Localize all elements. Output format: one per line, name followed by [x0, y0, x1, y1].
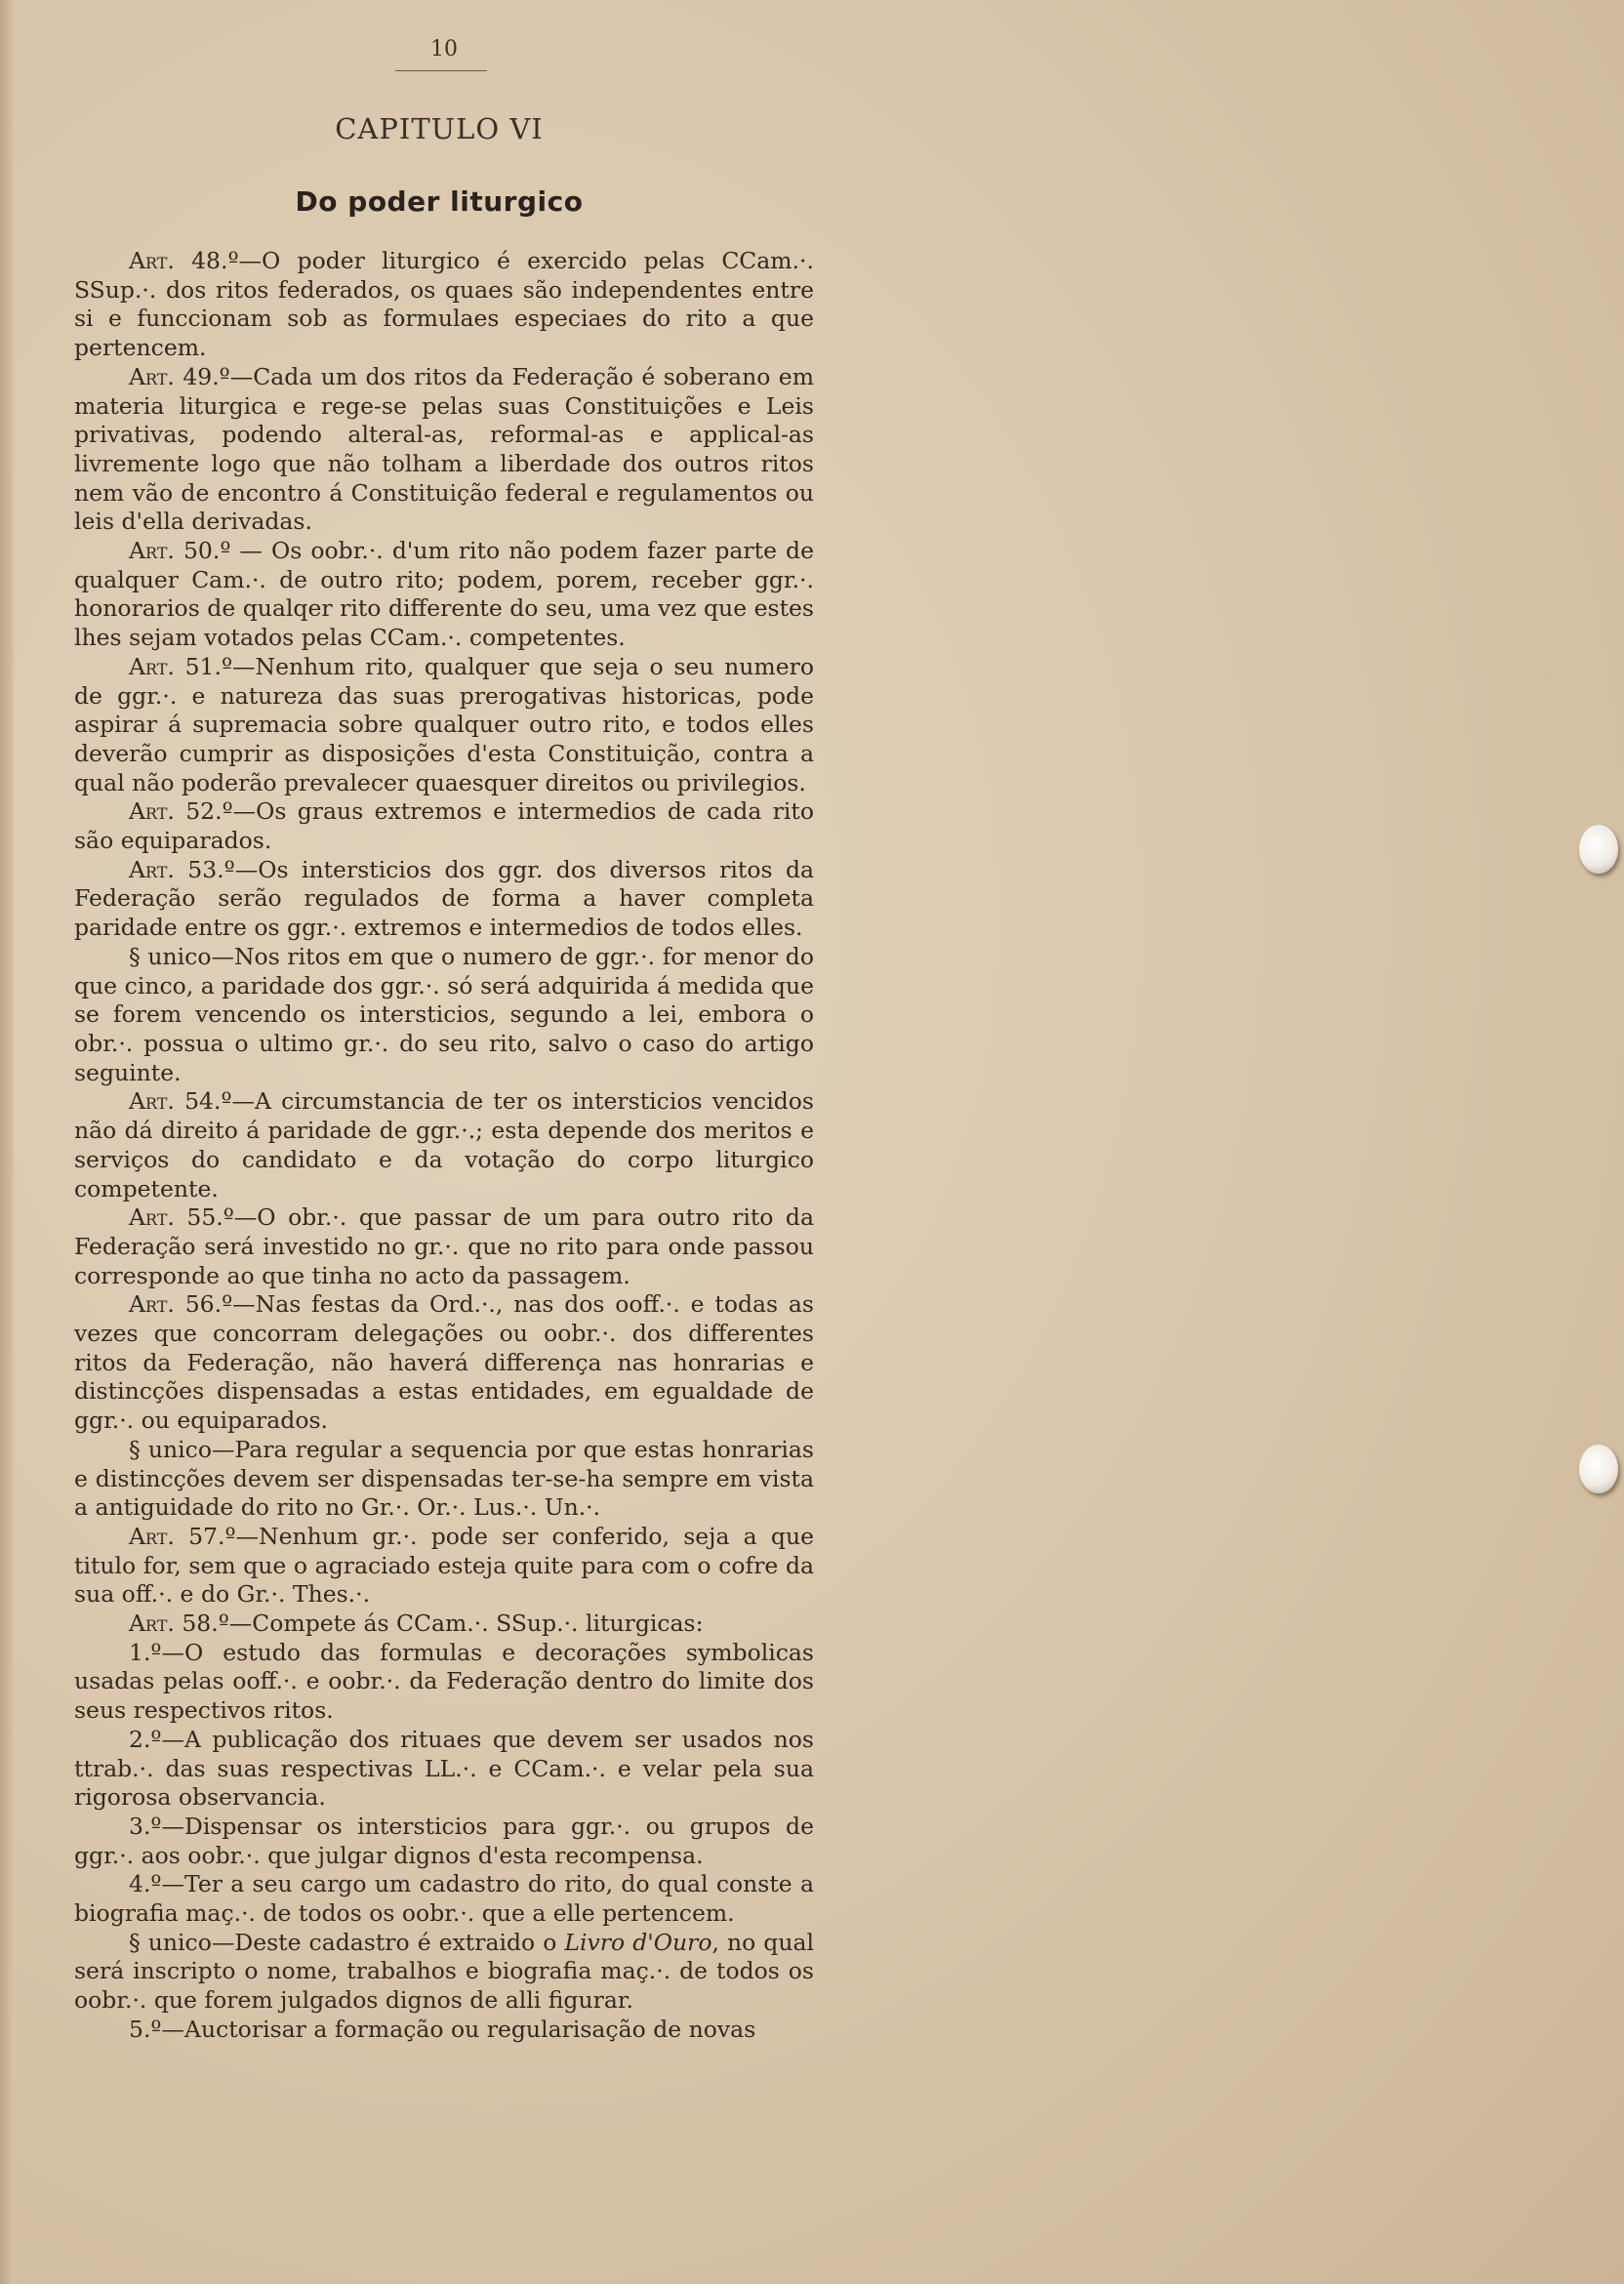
article-49: Art. 49.º—Cada um dos ritos da Federação é soberano em materia liturgica e rege-se pelas suas Constituições e Leis privativas, podendo alteral-as, reformal-as e applical-as livremente logo que não tolham a liberdade dos outros ritos nem vão de encontro á Constituição federal e regulamentos ou leis d'ella derivadas. [74, 362, 814, 536]
article-58-item-2: 2.º—A publicação dos rituaes que devem ser usados nos ttrab.·. das suas respectivas LL.·. e CCam.·. e velar pela sua rigorosa observancia. [74, 1725, 814, 1812]
article-57: Art. 57.º—Nenhum gr.·. pode ser conferido, seja a que titulo for, sem que o agraciado esteja quite para com o cofre da sua off.·. e do Gr.·. Thes.·. [74, 1522, 814, 1609]
article-58-item-4: 4.º—Ter a seu cargo um cadastro do rito, do qual conste a biografia maç.·. de todos os oobr.·. que a elle pertencem. [74, 1870, 814, 1928]
page-binding-edge [0, 0, 14, 2284]
article-58-item-3: 3.º—Dispensar os intersticios para ggr.·. ou grupos de ggr.·. aos oobr.·. que julgar dignos d'esta recompensa. [74, 1812, 814, 1869]
body-text [74, 247, 814, 2045]
article-48: Art. 48.º—O poder liturgico é exercido pelas CCam.·. SSup.·. dos ritos federados, os quaes são independentes entre si e funccionam sob as formulaes especiaes do rito a que pertencem. [74, 247, 814, 362]
article-58: Art. 58.º—Compete ás CCam.·. SSup.·. liturgicas: [129, 1610, 704, 1638]
article-56: Art. 56.º—Nas festas da Ord.·., nas dos ooff.·. e todas as vezes que concorram delegações ou oobr.·. dos differentes ritos da Federação, não haverá differença nas honrarias e distincções dispensadas a estas entidades, em egualdade de ggr.·. ou equiparados. [74, 1290, 814, 1435]
article-51: Art. 51.º—Nenhum rito, qualquer que seja o seu numero de ggr.·. e natureza das suas prerogativas historicas, pode aspirar á supremacia sobre qualquer outro rito, e todos elles deverão cumprir as disposições d'esta Constituição, contra a qual não poderão prevalecer quaesquer direitos ou privilegios. [74, 652, 814, 796]
article-55: Art. 55.º—O obr.·. que passar de um para outro rito da Federação será investido no gr.·. que no rito para onde passou corresponde ao que tinha no acto da passagem. [74, 1203, 814, 1289]
article-58-item-5: 5.º—Auctorisar a formação ou regularisação de novas [129, 2015, 756, 2043]
section-title: Do poder liturgico [295, 185, 584, 218]
article-58-item-1: 1.º—O estudo das formulas e decorações symbolicas usadas pelas ooff.·. e oobr.·. da Federação dentro do limite dos seus respectivos ritos. [74, 1638, 814, 1725]
chapter-heading: CAPITULO VI [335, 112, 544, 145]
punch-hole [1579, 1445, 1618, 1493]
article-53: Art. 53.º—Os intersticios dos ggr. dos diversos ritos da Federação serão regulados de forma a haver completa paridade entre os ggr.·. extremos e intermedios de todos elles. [74, 855, 814, 942]
article-50: Art. 50.º — Os oobr.·. d'um rito não podem fazer parte de qualquer Cam.·. de outro rito; podem, porem, receber ggr.·. honorarios de qualqer rito differente do seu, uma vez que estes lhes sejam votados pelas CCam.·. competentes. [74, 537, 814, 652]
article-58-item-4-unico: § unico—Deste cadastro é extraido o Livro d'Ouro, no qual será inscripto o nome, trabalhos e biografia maç.·. de todos os oobr.·. que forem julgados dignos de alli figurar. [74, 1928, 814, 2015]
page-number: 10 [430, 37, 458, 61]
punch-hole [1579, 825, 1618, 874]
article-53-unico: § unico—Nos ritos em que o numero de ggr.·. for menor do que cinco, a paridade dos ggr.·. só será adquirida á medida que se forem vencendo os intersticios, segundo a lei, embora o obr.·. possua o ultimo gr.·. do seu rito, salvo o caso do artigo seguinte. [74, 942, 814, 1086]
article-52: Art. 52.º—Os graus extremos e intermedios de cada rito são equiparados. [74, 797, 814, 855]
bleed-through-text [810, 59, 1571, 2206]
article-54: Art. 54.º—A circumstancia de ter os intersticios vencidos não dá direito á paridade de ggr.·.; esta depende dos meritos e serviços do candidato e da votação do corpo liturgico competente. [74, 1087, 814, 1203]
article-56-unico: § unico—Para regular a sequencia por que estas honrarias e distincções devem ser dispensadas ter-se-ha sempre em vista a antiguidade do rito no Gr.·. Or.·. Lus.·. Un.·. [74, 1435, 814, 1522]
page-number-rule [395, 70, 487, 71]
